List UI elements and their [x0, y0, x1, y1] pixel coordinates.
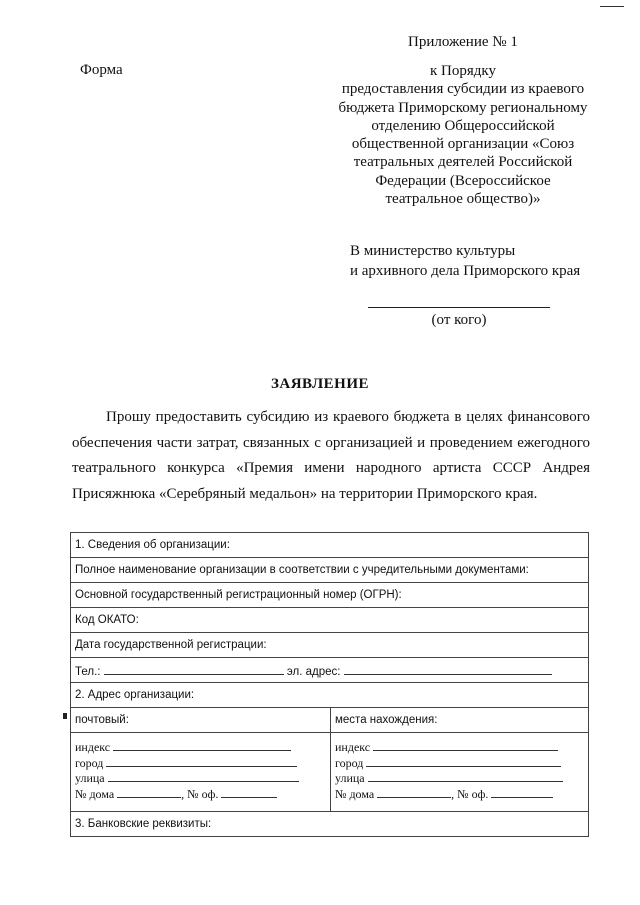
order-line: театральное общество)» [385, 191, 541, 208]
contacts-row [71, 658, 589, 683]
phone-input-line[interactable] [104, 663, 284, 675]
phone-label: Тел.: [75, 665, 101, 678]
location-index-label: индекс [335, 740, 371, 754]
corner-mark [600, 6, 624, 7]
location-address-header: места нахождения: [331, 708, 589, 733]
order-line: бюджета Приморскому региональному [338, 99, 588, 116]
postal-address-header: почтовый: [71, 708, 331, 733]
form-row [71, 683, 589, 708]
postal-index-label: индекс [75, 740, 111, 754]
from-caption: (от кого) [431, 312, 487, 328]
order-line: отделению Общероссийской [371, 117, 555, 134]
location-street-label: улица [335, 771, 365, 785]
statement-text: Прошу предоставить субсидию из краевого бюджета в целях финансового обеспечения части затрат, связанных с организацией и проведением ежегодного театрального конкурса «Премия имени народного артиста СССР Андрея Присяжнюка «Серебряный медальон» на территории Приморского края. [72, 409, 590, 502]
order-line: к Порядку [430, 63, 496, 79]
section-organization-info: 1. Сведения об организации: [71, 533, 589, 558]
location-office-label: , № оф. [451, 786, 489, 801]
postal-street-input-line[interactable] [108, 770, 299, 782]
registration-date-field[interactable]: Дата государственной регистрации: [71, 633, 589, 658]
location-index-input-line[interactable] [373, 739, 558, 751]
location-address-block [331, 733, 589, 812]
form-row [71, 558, 589, 583]
addressee-line: В министерство культуры [350, 243, 516, 259]
section-organization-address: 2. Адрес организации: [71, 683, 589, 708]
postal-street-label: улица [75, 771, 105, 785]
order-line: Федерации (Всероссийское [375, 172, 551, 189]
postal-address-block [71, 733, 331, 812]
postal-house-label: № дома [75, 786, 115, 801]
appendix-label: Приложение № 1 [408, 34, 518, 50]
addressee [350, 241, 580, 281]
postal-index-input-line[interactable] [113, 739, 291, 751]
ogrn-field[interactable]: Основной государственный регистрационный номер (ОГРН): [71, 583, 589, 608]
form-row [71, 608, 589, 633]
form-label: Форма [80, 62, 123, 78]
order-reference [318, 62, 608, 208]
order-line: предоставления субсидии из краевого [341, 81, 585, 98]
margin-mark [63, 713, 67, 719]
form-row [71, 658, 589, 683]
location-office-input-line[interactable] [491, 786, 553, 798]
order-line: общественной организации «Союз [351, 136, 575, 153]
location-city-input-line[interactable] [366, 755, 561, 767]
section-bank-details: 3. Банковские реквизиты: [71, 812, 589, 837]
email-label: эл. адрес: [286, 665, 341, 678]
location-street-input-line[interactable] [368, 770, 563, 782]
form-row [71, 733, 589, 812]
postal-city-input-line[interactable] [106, 755, 297, 767]
form-row [71, 533, 589, 558]
addressee-line: и архивного дела Приморского края [350, 263, 581, 279]
from-blank-line[interactable] [368, 307, 550, 308]
document-title: ЗАЯВЛЕНИЕ [270, 376, 370, 392]
organization-form-table [70, 532, 589, 837]
location-house-label: № дома [335, 786, 375, 801]
form-row [71, 812, 589, 837]
form-row [71, 708, 589, 733]
form-row [71, 583, 589, 608]
order-line: театральных деятелей Российской [353, 154, 573, 171]
email-input-line[interactable] [344, 663, 552, 675]
postal-office-input-line[interactable] [221, 786, 277, 798]
full-name-field[interactable]: Полное наименование организации в соответствии с учредительными документами: [71, 558, 589, 583]
okato-field[interactable]: Код ОКАТО: [71, 608, 589, 633]
postal-city-label: город [75, 755, 104, 770]
location-house-input-line[interactable] [377, 786, 451, 798]
postal-house-input-line[interactable] [117, 786, 181, 798]
form-row [71, 633, 589, 658]
postal-office-label: , № оф. [181, 786, 219, 801]
location-city-label: город [335, 755, 364, 770]
